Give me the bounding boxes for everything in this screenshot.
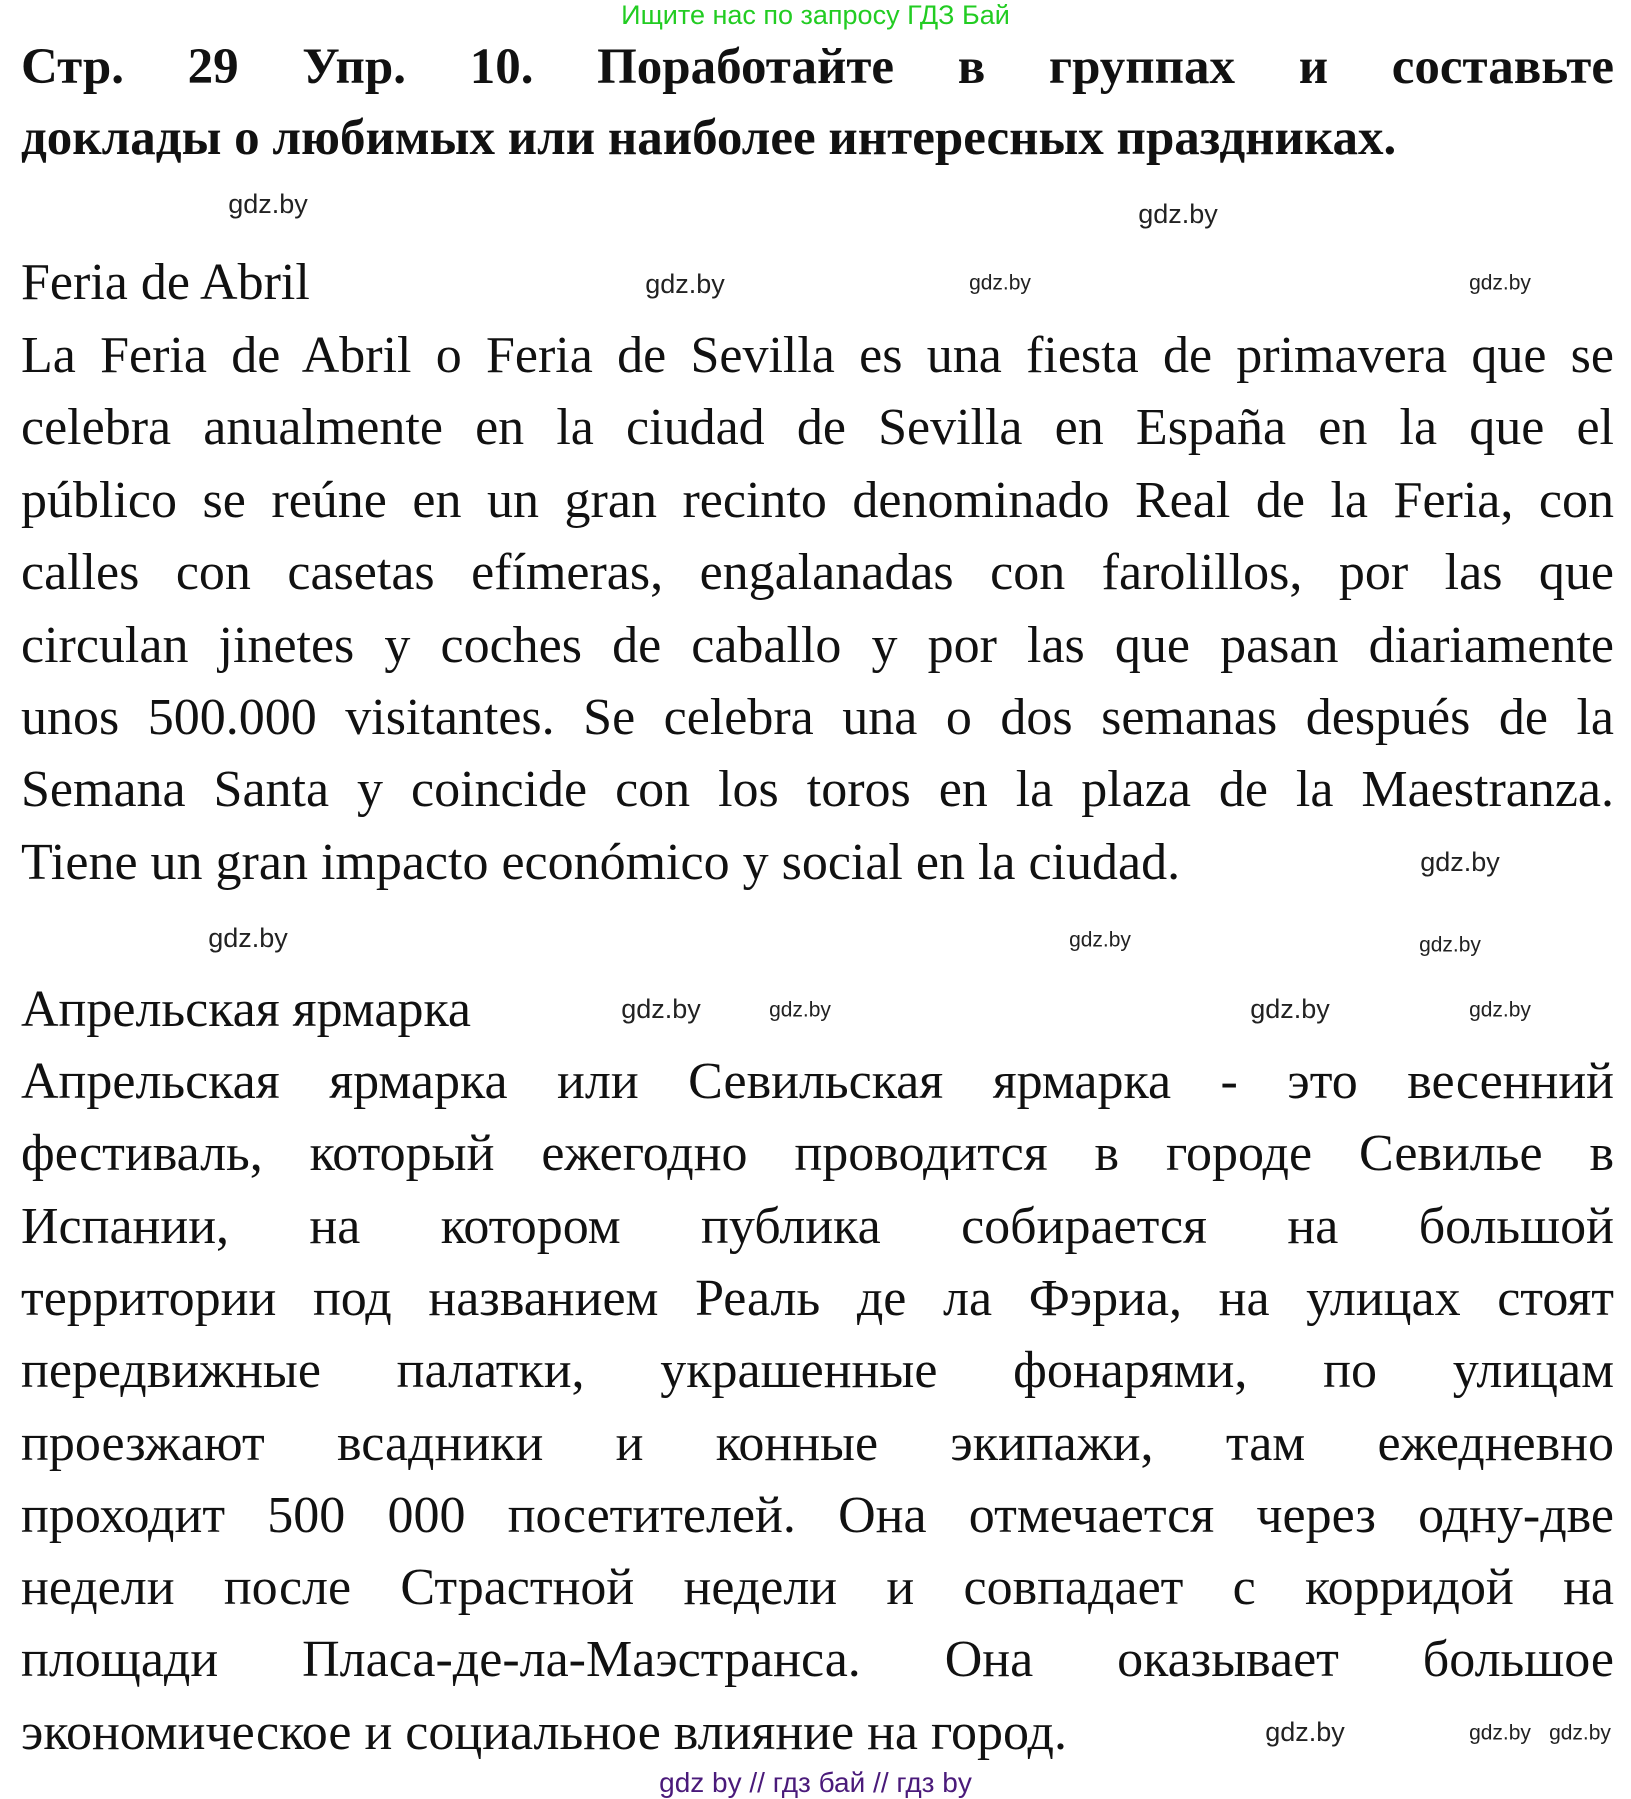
paragraph-line: público se reúne en un gran recinto denominado Real de la Feria, con [21,471,1614,529]
watermark: gdz.by [1420,847,1500,878]
paragraph-line: La Feria de Abril o Feria de Sevilla es una fiesta de primavera que se [21,327,1614,384]
watermark: gdz.by [228,189,308,220]
paragraph-line: площади Пласа-де-ла-Маэстранса. Она оказывает большое [21,1631,1614,1689]
paragraph-line: calles con casetas efímeras, engalanadas con farolillos, por las que [21,544,1614,602]
paragraph-line: Tiene un gran impacto económico y social en la ciudad. [21,833,1181,891]
paragraph-line: celebra anualmente en la ciudad de Sevilla en España en la que el [21,399,1614,457]
paragraph-line: unos 500.000 visitantes. Se celebra una o dos semanas después de la [21,689,1614,746]
watermark: gdz.by [1549,1721,1611,1745]
paragraph-line: недели после Страстной недели и совпадает с корридой на [21,1559,1614,1617]
watermark: gdz.by [1469,998,1531,1022]
watermark: gdz.by [1138,199,1218,230]
page-title-line: Стр. 29 Упр. 10. Поработайте в группах и составьте [21,39,1614,95]
top-banner: Ищите нас по запросу ГДЗ Бай [621,0,1010,30]
watermark: gdz.by [969,271,1031,295]
paragraph-line: фестиваль, который ежегодно проводится в городе Севилье в [21,1125,1614,1183]
watermark: gdz.by [1069,928,1131,952]
section-heading: Feria de Abril [21,254,310,311]
watermark: gdz.by [208,923,288,954]
watermark: gdz.by [1265,1717,1345,1748]
section-heading: Апрельская ярмарка [21,981,471,1038]
watermark: gdz.by [1419,933,1481,957]
paragraph-line: Апрельская ярмарка или Севильская ярмарка - это весенний [21,1053,1614,1110]
watermark: gdz.by [1469,271,1531,295]
paragraph-line: проходит 500 000 посетителей. Она отмечается через одну-две [21,1486,1614,1544]
watermark: gdz.by [1250,994,1330,1025]
page-title-line: доклады о любимых или наиболее интересных праздниках. [21,110,1397,166]
paragraph-line: передвижные палатки, украшенные фонарями, по улицам [21,1342,1614,1400]
paragraph-line: территории под названием Реаль де ла Фэриа, на улицах стоят [21,1269,1614,1327]
watermark: gdz.by [769,998,831,1022]
paragraph-line: экономическое и социальное влияние на город. [21,1703,1067,1761]
paragraph-line: проезжают всадники и конные экипажи, там ежедневно [21,1414,1614,1472]
paragraph-line: circulan jinetes y coches de caballo y por las que pasan diariamente [21,616,1614,674]
bottom-banner: gdz by // гдз бай // гдз by [659,1767,972,1798]
watermark: gdz.by [621,994,701,1025]
watermark: gdz.by [645,269,725,300]
paragraph-line: Испании, на котором публика собирается на большой [21,1197,1614,1255]
paragraph-line: Semana Santa y coincide con los toros en la plaza de la Maestranza. [21,761,1614,819]
watermark: gdz.by [1469,1721,1531,1745]
